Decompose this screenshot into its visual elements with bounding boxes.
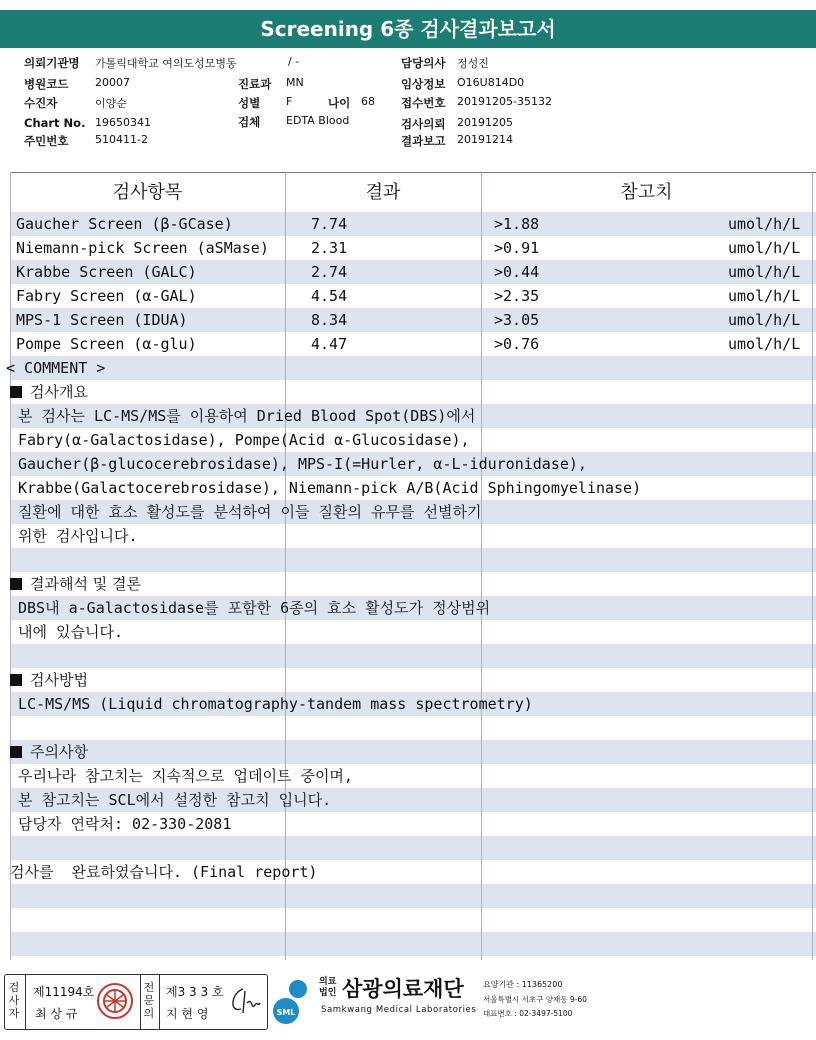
column-header-item: 검사항목 (112, 182, 183, 203)
table-row-unit: umol/h/L (728, 215, 801, 233)
grid-stripe (10, 644, 816, 668)
grid-stripe (10, 548, 816, 572)
grid-line-right (812, 172, 813, 960)
table-row-unit: umol/h/L (728, 335, 801, 353)
table-row-result: 4.54 (311, 287, 348, 305)
org-info-code: 요양기관 : 11365200 (483, 980, 563, 989)
label-accession-no: 접수번호 (401, 96, 446, 110)
table-row-ref: >3.05 (494, 311, 540, 329)
value-chart-no: 19650341 (95, 116, 151, 129)
comment-line: 질환에 대한 효소 활성도를 분석하여 이들 질환의 유무를 선별하기 (18, 503, 482, 521)
comment-line: 본 검사는 LC-MS/MS를 이용하여 Dried Blood Spot(DBS)에서 (18, 407, 476, 425)
label-report-date: 결과보고 (401, 134, 446, 148)
table-row-ref: >0.76 (494, 335, 540, 353)
table-row-item: Fabry Screen (α-GAL) (16, 287, 197, 305)
final-report-note: 검사를 완료하였습니다. (Final report) (10, 863, 318, 881)
table-row-item: Pompe Screen (α-glu) (16, 335, 197, 353)
stamp-divider (159, 975, 160, 1029)
grid-stripe (10, 836, 816, 860)
table-row-item: Krabbe Screen (GALC) (16, 263, 197, 281)
label-age: 나이 (328, 96, 351, 110)
label-institution: 의뢰기관명 (24, 56, 80, 70)
table-row-ref: >1.88 (494, 215, 540, 233)
table-row-result: 8.34 (311, 311, 348, 329)
results-grid (0, 172, 816, 960)
stamp2-name: 지 현 영 (166, 1007, 209, 1021)
section-title-text: 검사방법 (30, 671, 88, 689)
grid-line-1 (285, 172, 286, 960)
column-header-reference: 참고치 (620, 182, 673, 203)
comment-line: 내에 있습니다. (18, 623, 124, 641)
stamp1-title: 검사자 (8, 981, 20, 1020)
stamp2-title: 전문의 (143, 981, 155, 1020)
section-title-interpretation (10, 572, 141, 596)
label-clinical-info: 임상정보 (401, 77, 446, 91)
label-patient: 수진자 (24, 96, 58, 110)
table-row-item: MPS-1 Screen (IDUA) (16, 311, 188, 329)
label-chart-no: Chart No. (24, 116, 86, 130)
table-row-result: 4.47 (311, 335, 348, 353)
org-info-address: 서울특별시 서초구 양재동 9-60 (483, 995, 587, 1004)
section-bullet-icon (10, 674, 22, 686)
grid-stripe (10, 356, 816, 380)
table-row-ref: >0.91 (494, 239, 540, 257)
table-row-item: Niemann-pick Screen (aSMase) (16, 239, 269, 257)
section-title-text: 검사개요 (30, 383, 88, 401)
label-department: 진료과 (238, 77, 272, 91)
comment-line: 담당자 연락처: 02-330-2081 (18, 815, 232, 833)
value-department: MN (286, 76, 304, 89)
comment-line: DBS내 a-Galactosidase를 포함한 6종의 효소 활성도가 정상범위 (18, 599, 491, 617)
label-doctor: 담당의사 (401, 56, 446, 70)
label-hospital-code: 병원코드 (24, 77, 69, 91)
red-seal-icon (95, 981, 135, 1021)
section-title-text: 주의사항 (30, 743, 88, 761)
label-resident-no: 주민번호 (24, 134, 69, 148)
value-clinical-info: O16U814D0 (457, 76, 525, 89)
report-footer (0, 965, 816, 1040)
value-sex: F (286, 95, 293, 108)
value-specimen: EDTA Blood (286, 114, 350, 127)
value-patient: 이양순 (95, 97, 127, 110)
org-subtitle: Samkwang Medical Laboratories (321, 1005, 477, 1015)
label-specimen: 검체 (238, 115, 261, 129)
org-tag-line2: 법인 (319, 988, 337, 998)
section-bullet-icon (10, 386, 22, 398)
sml-logo-icon (272, 975, 316, 1029)
grid-stripe (10, 884, 816, 908)
stamp2-license-no: 제3 3 3 호 (166, 985, 224, 999)
label-request-date: 검사의뢰 (401, 117, 446, 131)
section-bullet-icon (10, 746, 22, 758)
value-resident-no: 510411-2 (95, 133, 148, 146)
table-row-unit: umol/h/L (728, 311, 801, 329)
comment-line: Krabbe(Galactocerebrosidase), Niemann-pick A/B(Acid Sphingomyelinase) (18, 479, 642, 497)
section-title-overview (10, 380, 88, 404)
table-row-item: Gaucher Screen (β-GCase) (16, 215, 233, 233)
table-row-ref: >0.44 (494, 263, 540, 281)
value-report-date: 20191214 (457, 133, 513, 146)
column-header-result: 결과 (365, 182, 401, 203)
signature-icon (225, 983, 261, 1019)
comment-line: Fabry(α-Galactosidase), Pompe(Acid α-Glucosidase), (18, 431, 470, 449)
value-ward: / - (288, 55, 300, 68)
table-row-result: 2.31 (311, 239, 348, 257)
comment-heading: < COMMENT > (6, 359, 106, 377)
value-doctor: 정성진 (457, 57, 489, 70)
comment-line: 본 참고치는 SCL에서 설정한 참고치 입니다. (18, 791, 332, 809)
section-bullet-icon (10, 578, 22, 590)
section-title-notes (10, 740, 88, 764)
stamp-divider (25, 975, 26, 1029)
org-tag-line1: 의료 (319, 977, 337, 987)
report-title: Screening 6종 검사결과보고서 (0, 10, 816, 48)
table-row-unit: umol/h/L (728, 239, 801, 257)
grid-stripe (10, 932, 816, 956)
table-row-result: 7.74 (311, 215, 348, 233)
stamp1-license-no: 제11194호 (33, 985, 95, 999)
logo-text: SML (276, 1008, 296, 1017)
stamp1-name: 최 상 규 (35, 1007, 78, 1021)
section-title-text: 결과해석 및 결론 (30, 575, 141, 593)
grid-line-left (10, 172, 11, 960)
value-accession-no: 20191205-35132 (457, 95, 552, 108)
value-institution: 가톨릭대학교 여의도성모병동 (95, 57, 237, 70)
comment-line: 위한 검사입니다. (18, 527, 138, 545)
value-request-date: 20191205 (457, 116, 513, 129)
signature-box (4, 974, 268, 1030)
section-title-method (10, 668, 88, 692)
table-row-unit: umol/h/L (728, 287, 801, 305)
table-row-ref: >2.35 (494, 287, 540, 305)
comment-line: 우리나라 참고치는 지속적으로 업데이트 중이며, (18, 767, 353, 785)
org-name: 삼광의료재단 (342, 977, 464, 1001)
value-hospital-code: 20007 (95, 76, 130, 89)
table-row-result: 2.74 (311, 263, 348, 281)
report-header (0, 50, 816, 168)
comment-line: Gaucher(β-glucocerebrosidase), MPS-I(=Hurler, α-L-iduronidase), (18, 455, 587, 473)
value-age: 68 (361, 95, 375, 108)
org-info-phone: 대표번호 : 02-3497-5100 (483, 1009, 573, 1018)
comment-line: LC-MS/MS (Liquid chromatography-tandem mass spectrometry) (18, 695, 533, 713)
table-row-unit: umol/h/L (728, 263, 801, 281)
grid-stripe (10, 740, 816, 764)
org-tag (319, 977, 336, 999)
grid-line-2 (481, 172, 482, 960)
label-sex: 성별 (238, 96, 261, 110)
